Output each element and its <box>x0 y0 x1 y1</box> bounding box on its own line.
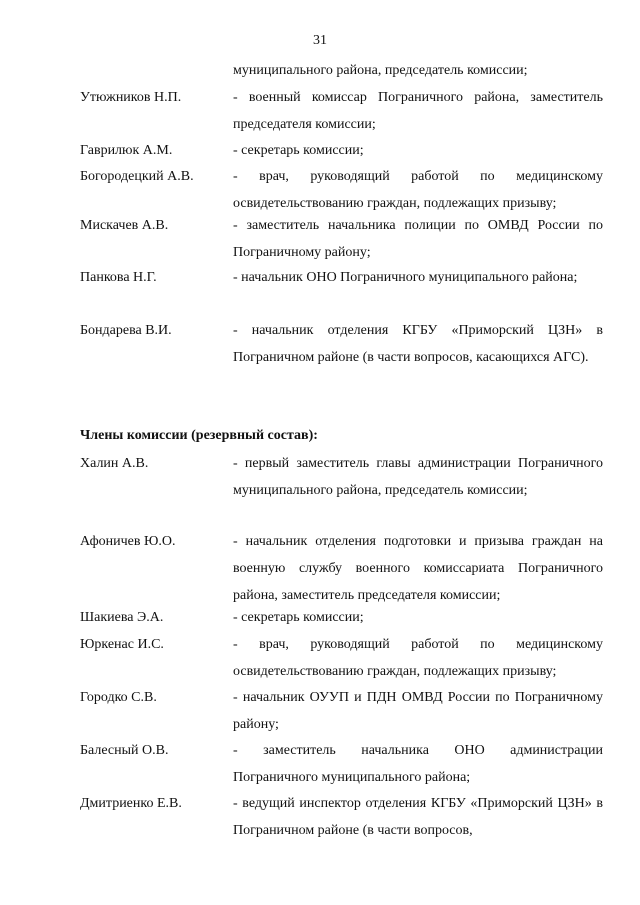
member-name: Мискачев А.В. <box>80 218 169 233</box>
member-name: Гаврилюк А.М. <box>80 143 173 158</box>
member-role: - секретарь комиссии; <box>233 610 364 625</box>
member-name: Шакиева Э.А. <box>80 610 164 625</box>
member-role: - заместитель начальника полиции по ОМВД России по Пограничному району; <box>233 218 603 260</box>
member-role: - начальник отделения подготовки и призыва граждан на военную службу военного комиссариата Пограничного района, заместитель председателя комиссии; <box>233 534 603 603</box>
member-role: - начальник отделения КГБУ «Приморский ЦЗН» в Пограничном районе (в части вопросов, касающихся АГС). <box>233 323 603 365</box>
member-name: Утюжников Н.П. <box>80 90 182 105</box>
member-role: - заместитель начальника ОНО администрации Пограничного муниципального района; <box>233 743 603 785</box>
member-role: - первый заместитель главы администрации Пограничного муниципального района, председатель комиссии; <box>233 456 603 498</box>
member-name: Балесный О.В. <box>80 743 169 758</box>
member-role: - секретарь комиссии; <box>233 143 364 158</box>
member-name: Городко С.В. <box>80 690 157 705</box>
member-name: Богородецкий А.В. <box>80 169 194 184</box>
member-name: Бондарева В.И. <box>80 323 172 338</box>
member-name: Халин А.В. <box>80 456 149 471</box>
member-role: - врач, руководящий работой по медицинскому освидетельствованию граждан, подлежащих призыву; <box>233 637 603 679</box>
member-role: - начальник ОУУП и ПДН ОМВД России по Пограничному району; <box>233 690 603 732</box>
member-role: - ведущий инспектор отделения КГБУ «Приморский ЦЗН» в Пограничном районе (в части вопросов, <box>233 796 603 838</box>
member-role: - начальник ОНО Пограничного муниципального района; <box>233 270 578 285</box>
member-name: Афоничев Ю.О. <box>80 534 176 549</box>
member-role: - врач, руководящий работой по медицинскому освидетельствованию граждан, подлежащих призыву; <box>233 169 603 211</box>
continuation-text: муниципального района, председатель комиссии; <box>233 63 528 78</box>
member-name: Панкова Н.Г. <box>80 270 157 285</box>
member-name: Юркенас И.С. <box>80 637 164 652</box>
member-role: - военный комиссар Пограничного района, заместитель председателя комиссии; <box>233 90 603 132</box>
page-number: 31 <box>313 33 327 48</box>
member-name: Дмитриенко Е.В. <box>80 796 182 811</box>
reserve-heading: Члены комиссии (резервный состав): <box>80 428 318 443</box>
